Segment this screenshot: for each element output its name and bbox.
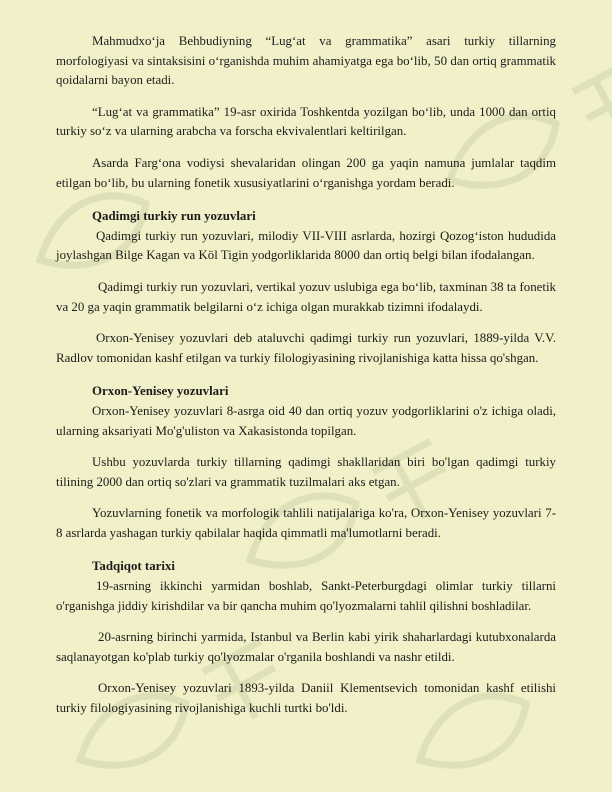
paragraph: Ushbu yozuvlarda turkiy tillarning qadimgi shakllaridan biri bo'lgan qadimgi turkiy tilining 2000 dan ortiq so'zlari va grammatik tuzilmalari aks etgan. — [56, 455, 556, 489]
paragraph: Asarda Fargʻona vodiysi shevalaridan olingan 200 ga yaqin namuna jumlalar taqdim etilgan boʻlib, bu ularning fonetik xususiyatlarini oʻrganishga yordam beradi. — [56, 155, 556, 190]
paragraph: Yozuvlarning fonetik va morfologik tahlili natijalariga ko'ra, Orxon-Yenisey yozuvlari 7-8 asrlarda yashagan turkiy qabilalar haqida qimmatli ma'lumotlarni beradi. — [56, 506, 556, 540]
paragraph: 20-asrning birinchi yarmida, Istanbul va Berlin kabi yirik shaharlardagi kutubxonalarda saqlanayotgan ko'plab turkiy qo'lyozmalar o'rganila boshlandi va nashr etildi. — [56, 630, 556, 664]
paragraph: Mahmudxoʻja Behbudiyning “Lugʻat va grammatika” asari turkiy tillarning morfologiyasi va sintaksisini oʻrganishda muhim ahamiyatga ega boʻlib, 50 dan ortiq grammatik qoidalarni bayon etadi. — [56, 34, 556, 88]
paragraph: Qadimgi turkiy run yozuvlari, milodiy VII-VIII asrlarda, hozirgi Qozogʻiston hududida joylashgan Bilge Kagan va Köl Tigin yodgorliklarida 8000 dan ortiq belgi bilan ifodalangan. — [56, 228, 556, 263]
paragraph: “Lugʻat va grammatika” 19-asr oxirida Toshkentda yozilgan boʻlib, unda 1000 dan ortiq turkiy soʻz va ularning arabcha va forscha ekvivalentlari keltirilgan. — [56, 104, 556, 139]
paragraph: Qadimgi turkiy run yozuvlari, vertikal yozuv uslubiga ega boʻlib, taxminan 38 ta fonetik va 20 ga yaqin grammatik belgilarni oʻz ichiga olgan murakkab tizimni ifodalaydi. — [56, 279, 556, 314]
paragraph: Orxon-Yenisey yozuvlari 1893-yilda Daniil Klementsevich tomonidan kashf etilishi turkiy filologiyasining rivojlanishiga kuchli turtki bo'ldi. — [56, 681, 556, 716]
paragraph: 19-asrning ikkinchi yarmidan boshlab, Sankt-Peterburgdagi olimlar turkiy tillarni o'rganishga jiddiy kirishdilar va bir qancha muhim qo'lyozmalarni tahlil qilishni boshladilar. — [56, 579, 556, 613]
paragraph: Orxon-Yenisey yozuvlari deb ataluvchi qadimgi turkiy run yozuvlari, 1889-yilda V.V. Radlov tomonidan kashf etilgan va turkiy filologiyasining rivojlanishiga katta hissa qo'shgan. — [56, 331, 556, 365]
paragraph: Orxon-Yenisey yozuvlari 8-asrga oid 40 dan ortiq yozuv yodgorliklarini o'z ichiga oladi, ularning aksariyati Mo'g'uliston va Xakasistonda topilgan. — [56, 403, 556, 438]
section-heading: Qadimgi turkiy run yozuvlari — [92, 209, 256, 224]
section-heading: Orxon-Yenisey yozuvlari — [92, 384, 229, 399]
section-heading: Tadqiqot tarixi — [92, 559, 175, 574]
